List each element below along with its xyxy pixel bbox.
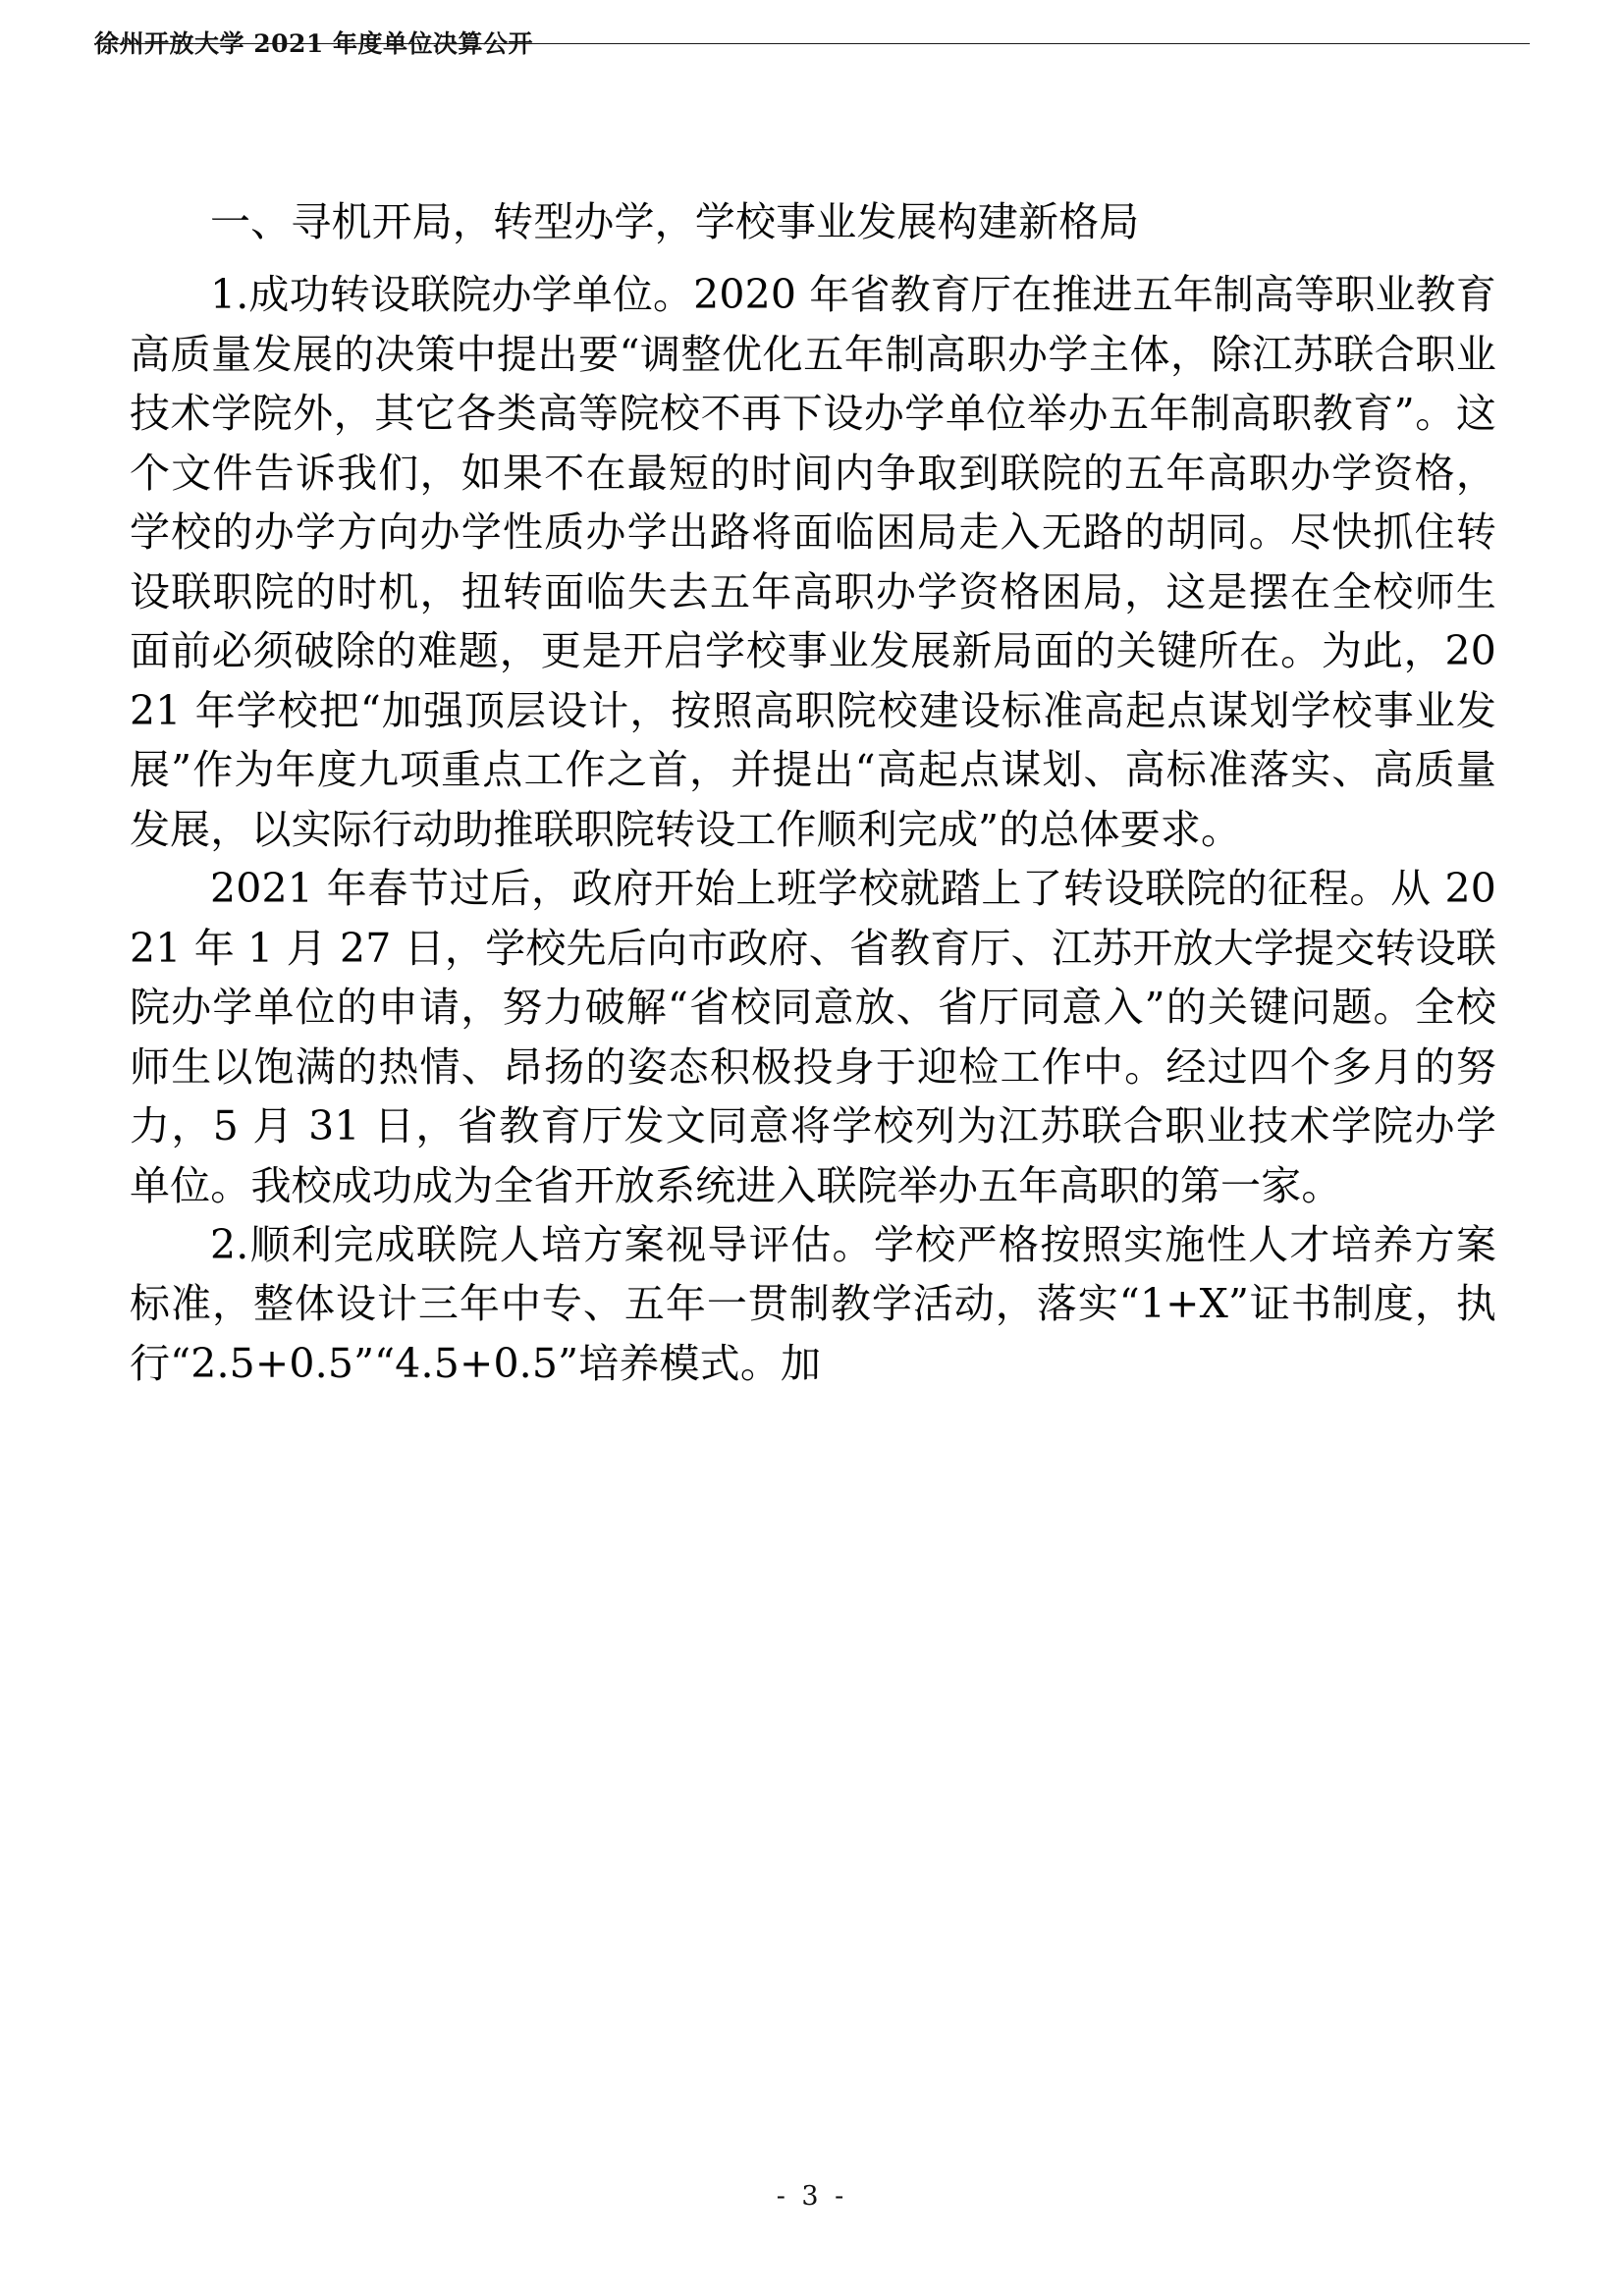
body-paragraph-3: 2.顺利完成联院人培方案视导评估。学校严格按照实施性人才培养方案标准，整体设计三年中专、五年一贯制教学活动，落实“1+X”证书制度，执行“2.5+0.5”“4.5+0.5”培养模式。加	[130, 1220, 1496, 1387]
page-number: - 3 -	[776, 2181, 848, 2212]
section-heading: 一、寻机开局，转型办学，学校事业发展构建新格局	[210, 198, 1140, 245]
page-header	[94, 27, 1530, 73]
header-divider-rule	[94, 43, 1530, 44]
body-paragraph-2: 2021 年春节过后，政府开始上班学校就踏上了转设联院的征程。从 2021 年 1 月 27 日，学校先后向市政府、省教育厅、江苏开放大学提交转设联院办学单位的申请，努力破解“省校同意放、省厅同意入”的关键问题。全校师生以饱满的热情、昂扬的姿态积极投身于迎检工作中。经过四个多月的努力，5 月 31 日，省教育厅发文同意将学校列为江苏联合职业技术学院办学单位。我校成功成为全省开放系统进入联院举办五年高职的第一家。	[130, 865, 1496, 1209]
running-title: 徐州开放大学 2021 年度单位决算公开	[94, 29, 533, 58]
body-paragraph-1: 1.成功转设联院办学单位。2020 年省教育厅在推进五年制高等职业教育高质量发展的决策中提出要“调整优化五年制高职办学主体，除江苏联合职业技术学院外，其它各类高等院校不再下设办学单位举办五年制高职教育”。这个文件告诉我们，如果不在最短的时间内争取到联院的五年高职办学资格，学校的办学方向办学性质办学出路将面临困局走入无路的胡同。尽快抓住转设联职院的时机，扭转面临失去五年高职办学资格困局，这是摆在全校师生面前必须破除的难题，更是开启学校事业发展新局面的关键所在。为此，2021 年学校把“加强顶层设计，按照高职院校建设标准高起点谋划学校事业发展”作为年度九项重点工作之首，并提出“高起点谋划、高标准落实、高质量发展，以实际行动助推联职院转设工作顺利完成”的总体要求。	[130, 271, 1496, 853]
document-body	[130, 192, 1496, 1393]
page-footer	[0, 2181, 1624, 2212]
